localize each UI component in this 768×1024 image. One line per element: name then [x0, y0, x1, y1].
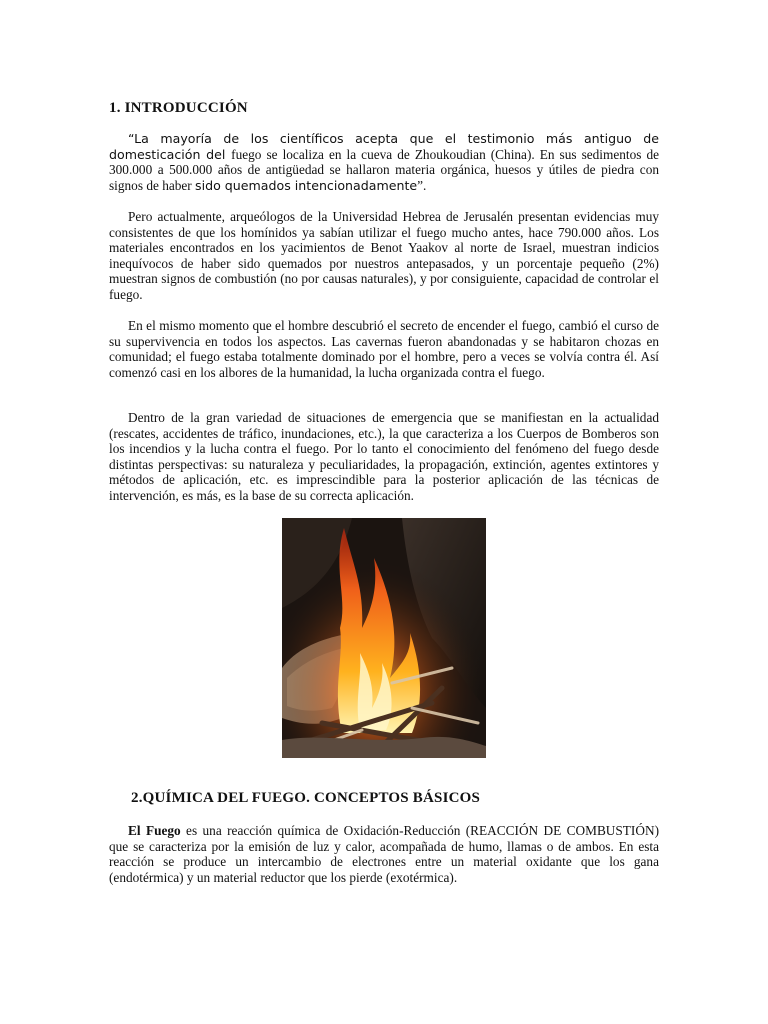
definition-text: es una reacción química de Oxidación-Reducción (REACCIÓN DE COMBUSTIÓN) que se caracteriza por la emisión de luz y calor, acompañada de humo, llamas o de ambos. En esta reacción se produce un intercambio de electrones entre un material oxidante que los gana (endotérmica) y un material reductor que los pierde (exotérmica). — [109, 823, 659, 885]
campfire-photo — [282, 518, 486, 758]
term-el-fuego: El Fuego — [128, 823, 181, 838]
quote-sans-text: “La mayoría de los científicos acepta que el testimonio más antiguo de domesticación del — [109, 131, 659, 162]
fire-icon — [282, 518, 486, 758]
quote-end-text: sido quemados intencionadamente — [195, 177, 418, 193]
quote-paragraph — [109, 131, 659, 193]
paragraph-definicion-fuego — [109, 823, 659, 885]
section-heading-introduccion: 1. INTRODUCCIÓN — [109, 100, 248, 116]
section-heading-quimica: 2.QUÍMICA DEL FUEGO. CONCEPTOS BÁSICOS — [131, 790, 481, 806]
quote-serif-text: fuego se localiza en la cueva de Zhoukoudian (China). En sus sedimentos de 300.000 a 500.000 años de antigüedad se hallaron materia orgánica, huesos y útiles de piedra con signos de haber — [109, 146, 660, 193]
paragraph-arqueologos: Pero actualmente, arqueólogos de la Universidad Hebrea de Jerusalén presentan evidencias muy consistentes de que los homínidos ya sabían utilizar el fuego mucho antes, hace 790.000 años. Los materiales encontrados en los yacimientos de Benot Yaakov al norte de Israel, muestran indicios inequívocos de haber sido quemados por nuestros antepasados, y un porcentaje pequeño (2%) muestran signos de combustión (no por causas naturales), y por consiguiente, capacidad de controlar el fuego. — [109, 209, 659, 302]
paragraph-hombre-fuego: En el mismo momento que el hombre descubrió el secreto de encender el fuego, cambió el curso de su supervivencia en todos los aspectos. Las cavernas fueron abandonadas y se habitaron chozas en comunidad; el fuego estaba totalmente dominado por el hombre, pero a veces se volvía contra él. Así comenzó casi en los albores de la humanidad, la lucha organizada contra el fuego. — [109, 318, 659, 380]
quote-close: ”. — [417, 177, 427, 193]
paragraph-bomberos: Dentro de la gran variedad de situaciones de emergencia que se manifiestan en la actualidad (rescates, accidentes de tráfico, inundaciones, etc.), la que caracteriza a los Cuerpos de Bomberos son los incendios y la lucha contra el fuego. Por lo tanto el conocimiento del fenómeno del fuego desde distintas perspectivas: su naturaleza y peculiaridades, la propagación, extinción, agentes extintores y métodos de aplicación, etc. es imprescindible para la posterior aplicación de las técnicas de intervención, es más, es la base de su correcta aplicación. — [109, 410, 659, 503]
